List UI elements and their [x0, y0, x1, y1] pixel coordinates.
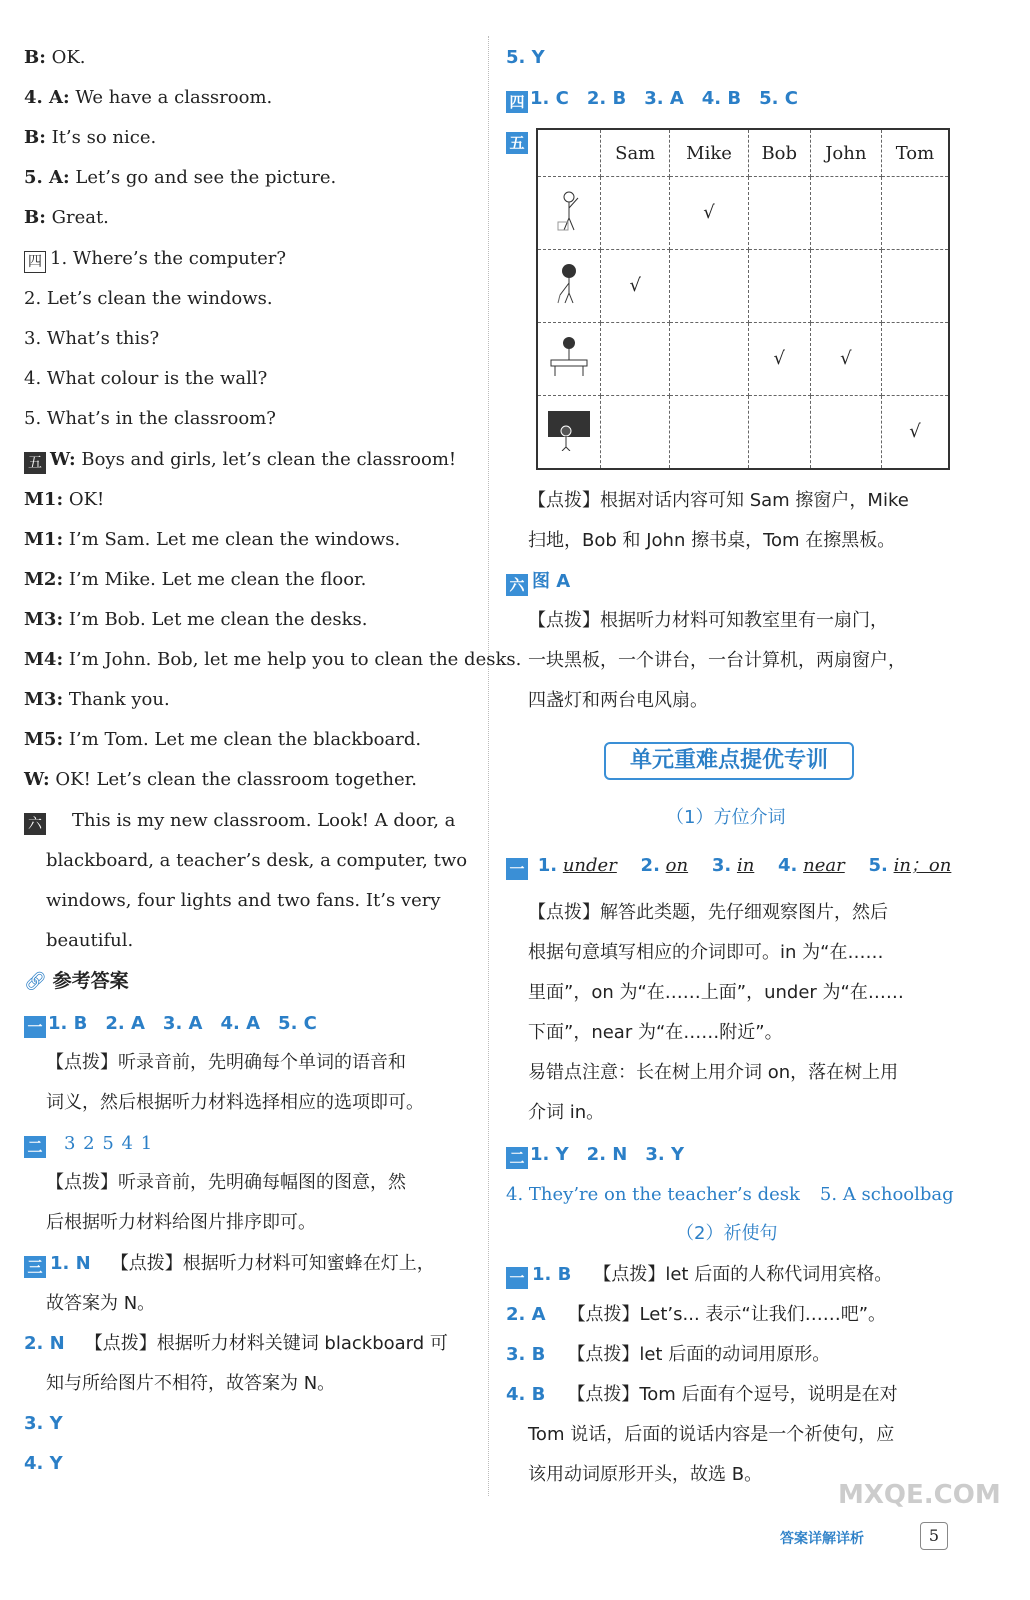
tip-text: 四盏灯和两台电风扇。 [528, 690, 708, 711]
tip-text: 该用动词原形开头，故选 B。 [528, 1464, 763, 1485]
sec5-line: M3: Thank you. [24, 689, 170, 710]
tip-text: 扫地，Bob 和 John 擦书桌，Tom 在擦黑板。 [528, 530, 896, 551]
check-cell [601, 322, 670, 395]
check-cell [810, 249, 881, 322]
sec6-line: blackboard, a teacher’s desk, a computer, two [46, 850, 468, 871]
tip-text: 【点拨】听录音前，先明确每幅图的图意，然 [46, 1172, 406, 1193]
answer-row-5 [506, 128, 532, 154]
table-header: Bob [748, 129, 810, 177]
tip-text: 后根据听力材料给图片排序即可。 [46, 1212, 316, 1233]
tip-text: 根据句意填写相应的介词即可。in 为“在…… [528, 942, 884, 963]
check-cell: √ [670, 177, 748, 250]
tip-text: 【点拨】听录音前，先明确每个单词的语音和 [46, 1052, 406, 1073]
reference-answer-heading: 🔗︎ 参考答案 [24, 970, 129, 992]
boy-cleaning-blackboard-image [537, 395, 601, 469]
sec4-item: 4. What colour is the wall? [24, 368, 268, 389]
section-marker: 五 [24, 452, 46, 474]
section-marker: 一 [506, 858, 528, 880]
check-cell [881, 249, 949, 322]
subsection-title: （1）方位介词 [666, 807, 786, 828]
sec4-item: 5. What’s in the classroom? [24, 408, 276, 429]
tip-text: 一块黑板，一个讲台，一台计算机，两扇窗户， [528, 650, 906, 671]
answer-row: 3. B 【点拨】let 后面的动词用原形。 [506, 1344, 831, 1365]
check-cell: √ [601, 249, 670, 322]
table-row [537, 322, 949, 395]
answer-row: 4. B 【点拨】Tom 后面有个逗号，说明是在对 [506, 1384, 898, 1405]
table-row [537, 395, 949, 469]
tip-text: 【点拨】解答此类题，先仔细观察图片，然后 [528, 902, 888, 923]
preposition-answers: 一 1. under 2. on 3. in 4. near 5. in；on [506, 854, 951, 880]
sec5-line: M2: I’m Mike. Let me clean the floor. [24, 569, 367, 590]
tip-text: 知与所给图片不相符，故答案为 N。 [46, 1373, 336, 1394]
check-cell [881, 322, 949, 395]
sec5-line: W: OK! Let’s clean the classroom together. [24, 769, 417, 790]
tip-text: 下面”，near 为“在……附近”。 [528, 1022, 783, 1043]
section-marker: 一 [506, 1267, 528, 1289]
answer-row-2: 二 3 2 5 4 1 [24, 1132, 171, 1158]
answer-row-3-4: 4. Y [24, 1453, 63, 1474]
answer-row-3-2: 2. N 【点拨】根据听力材料关键词 blackboard 可 [24, 1333, 448, 1354]
check-cell: √ [881, 395, 949, 469]
tip-text: 【点拨】根据听力材料可知教室里有一扇门， [528, 610, 888, 631]
sec6-line: beautiful. [46, 930, 134, 951]
tip-text: 词义，然后根据听力材料选择相应的选项即可。 [46, 1092, 424, 1113]
check-cell [601, 395, 670, 469]
check-cell [748, 395, 810, 469]
check-cell [748, 249, 810, 322]
warning-text: 易错点注意：长在树上用介词 on，落在树上用 [528, 1062, 899, 1083]
sec5-line: 五 W: Boys and girls, let’s clean the classroom! [24, 448, 456, 474]
table-header: Mike [670, 129, 748, 177]
table-row [537, 177, 949, 250]
section-marker: 四 [24, 251, 46, 273]
check-cell [810, 395, 881, 469]
check-cell [810, 177, 881, 250]
sec4-item: 3. What’s this? [24, 328, 160, 349]
tip-text: 里面”，on 为“在……上面”，under 为“在…… [528, 982, 904, 1003]
section-marker: 三 [24, 1256, 46, 1278]
table-header: Tom [881, 129, 949, 177]
boy-cleaning-window-image [537, 177, 601, 250]
sec4-item: 2. Let’s clean the windows. [24, 288, 273, 309]
watermark: MXQE.COM [838, 1480, 1001, 1510]
check-cell [670, 322, 748, 395]
sec5-line: M3: I’m Bob. Let me clean the desks. [24, 609, 368, 630]
table-header: Sam [601, 129, 670, 177]
answer-row-3: 三 1. N 【点拨】根据听力材料可知蜜蜂在灯上， [24, 1252, 435, 1278]
footer-label: 答案详解详析 [780, 1531, 864, 1547]
dialogue-line: 4. A: We have a classroom. [24, 87, 273, 108]
check-cell [881, 177, 949, 250]
column-divider [488, 36, 489, 1496]
section-marker: 六 [506, 574, 528, 596]
answer-row: 5. Y [506, 47, 545, 68]
tip-text: Tom 说话，后面的说话内容是一个祈使句，应 [528, 1424, 895, 1445]
section-marker: 五 [506, 132, 528, 154]
check-cell [670, 249, 748, 322]
table-corner [537, 129, 601, 177]
page-number: 5 [920, 1522, 948, 1550]
link-icon: 🔗︎ [24, 971, 47, 992]
section-marker: 一 [24, 1016, 46, 1038]
check-cell: √ [810, 322, 881, 395]
check-cell [601, 177, 670, 250]
sec6-line: windows, four lights and two fans. It’s very [46, 890, 441, 911]
sec5-line: M4: I’m John. Bob, let me help you to clean the desks. [24, 649, 522, 670]
unit-title: 单元重难点提优专训 [604, 742, 854, 780]
table-row [537, 249, 949, 322]
check-cell: √ [748, 322, 810, 395]
warning-text: 介词 in。 [528, 1102, 605, 1123]
sec5-line: M1: I’m Sam. Let me clean the windows. [24, 529, 401, 550]
answer-row-4: 四 1. C 2. B 3. A 4. B 5. C [506, 87, 816, 113]
tip-text: 故答案为 N。 [46, 1293, 156, 1314]
answer-table [536, 128, 950, 470]
answer-row: 4. They’re on the teacher’s desk 5. A schoolbag [506, 1184, 954, 1205]
boy-cleaning-desk-image [537, 322, 601, 395]
dialogue-line: B: OK. [24, 47, 86, 68]
answer-row: 二 1. Y 2. N 3. Y [506, 1143, 702, 1169]
dialogue-line: B: Great. [24, 207, 109, 228]
sec6-line: 六 This is my new classroom. Look! A door, a [24, 809, 455, 835]
sec5-line: M1: OK! [24, 489, 105, 510]
answer-row-3-3: 3. Y [24, 1413, 63, 1434]
tip-text: 【点拨】根据对话内容可知 Sam 擦窗户，Mike [528, 490, 909, 511]
answer-row: 2. A 【点拨】Let’s... 表示“让我们……吧”。 [506, 1304, 887, 1325]
answer-row-6: 六 图 A [506, 570, 570, 596]
section-marker: 二 [506, 1147, 528, 1169]
subsection-title: （2）祈使句 [676, 1223, 778, 1244]
check-cell [670, 395, 748, 469]
section-marker: 六 [24, 813, 46, 835]
answer-row-1: 一 1. B 2. A 3. A 4. A 5. C [24, 1012, 335, 1038]
sec5-line: M5: I’m Tom. Let me clean the blackboard. [24, 729, 422, 750]
dialogue-line: 5. A: Let’s go and see the picture. [24, 167, 337, 188]
boy-sweeping-floor-image [537, 249, 601, 322]
answer-row: 一 1. B 【点拨】let 后面的人称代词用宾格。 [506, 1263, 892, 1289]
table-header-row [537, 129, 949, 177]
check-cell [748, 177, 810, 250]
section-marker: 四 [506, 91, 528, 113]
section-marker: 二 [24, 1136, 46, 1158]
sec4-item: 四 1. Where’s the computer? [24, 247, 286, 273]
dialogue-line: B: It’s so nice. [24, 127, 157, 148]
table-header: John [810, 129, 881, 177]
